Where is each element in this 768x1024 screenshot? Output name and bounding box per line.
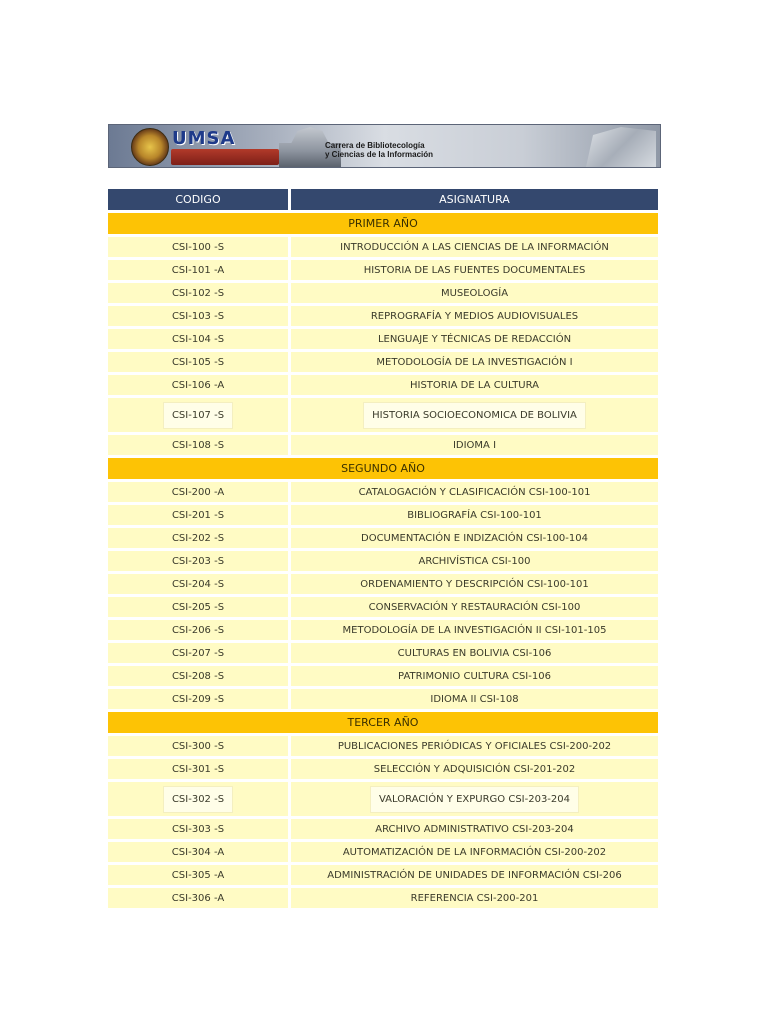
course-subject: IDIOMA II CSI-108	[291, 689, 658, 709]
table-row	[108, 260, 658, 280]
course-code: CSI-108 -S	[108, 435, 288, 455]
course-code: CSI-207 -S	[108, 643, 288, 663]
table-row	[108, 482, 658, 502]
logo-subtitle-plate	[171, 149, 279, 165]
course-subject: MUSEOLOGÍA	[291, 283, 658, 303]
course-code: CSI-205 -S	[108, 597, 288, 617]
course-subject: CULTURAS EN BOLIVIA CSI-106	[291, 643, 658, 663]
course-code: CSI-102 -S	[108, 283, 288, 303]
logo-text: UMSA	[172, 128, 236, 149]
year-section-row	[108, 213, 658, 234]
table-row	[108, 528, 658, 548]
table-row	[108, 736, 658, 756]
table-row	[108, 375, 658, 395]
table-row	[108, 782, 658, 816]
course-subject: HISTORIA DE LAS FUENTES DOCUMENTALES	[291, 260, 658, 280]
table-row	[108, 865, 658, 885]
table-row	[108, 574, 658, 594]
book-image	[586, 127, 656, 167]
course-subject: METODOLOGÍA DE LA INVESTIGACIÓN II CSI-101-105	[291, 620, 658, 640]
table-header-row	[108, 189, 658, 210]
course-code	[108, 782, 288, 816]
table-row	[108, 237, 658, 257]
course-code: CSI-204 -S	[108, 574, 288, 594]
course-code: CSI-200 -A	[108, 482, 288, 502]
table-row	[108, 435, 658, 455]
course-code: CSI-300 -S	[108, 736, 288, 756]
table-row	[108, 666, 658, 686]
course-subject: CONSERVACIÓN Y RESTAURACIÓN CSI-100	[291, 597, 658, 617]
course-subject: PUBLICACIONES PERIÓDICAS Y OFICIALES CSI-200-202	[291, 736, 658, 756]
course-code: CSI-201 -S	[108, 505, 288, 525]
table-row	[108, 597, 658, 617]
table-row	[108, 842, 658, 862]
year-section-row	[108, 458, 658, 479]
course-subject: SELECCIÓN Y ADQUISICIÓN CSI-201-202	[291, 759, 658, 779]
curriculum-table	[105, 186, 661, 911]
course-subject: IDIOMA I	[291, 435, 658, 455]
course-subject-text: HISTORIA SOCIOECONOMICA DE BOLIVIA	[363, 402, 586, 429]
column-header-code: CODIGO	[108, 189, 288, 210]
table-row	[108, 643, 658, 663]
course-subject: ADMINISTRACIÓN DE UNIDADES DE INFORMACIÓN CSI-206	[291, 865, 658, 885]
university-seal-icon	[131, 128, 169, 166]
course-code: CSI-303 -S	[108, 819, 288, 839]
table-row	[108, 505, 658, 525]
course-code: CSI-106 -A	[108, 375, 288, 395]
course-code: CSI-103 -S	[108, 306, 288, 326]
course-code: CSI-209 -S	[108, 689, 288, 709]
course-subject: LENGUAJE Y TÉCNICAS DE REDACCIÓN	[291, 329, 658, 349]
table-row	[108, 352, 658, 372]
course-code-text: CSI-107 -S	[163, 402, 233, 429]
banner-caption	[325, 141, 433, 159]
course-code-text: CSI-302 -S	[163, 786, 233, 813]
table-row	[108, 759, 658, 779]
course-code: CSI-203 -S	[108, 551, 288, 571]
year-section-title: TERCER AÑO	[108, 712, 658, 733]
table-row	[108, 283, 658, 303]
course-code: CSI-100 -S	[108, 237, 288, 257]
table-row	[108, 398, 658, 432]
year-section-title: PRIMER AÑO	[108, 213, 658, 234]
table-row	[108, 306, 658, 326]
course-code: CSI-105 -S	[108, 352, 288, 372]
course-code: CSI-301 -S	[108, 759, 288, 779]
course-code: CSI-206 -S	[108, 620, 288, 640]
course-code: CSI-208 -S	[108, 666, 288, 686]
banner-line-1: Carrera de Bibliotecología	[325, 141, 425, 150]
course-code: CSI-101 -A	[108, 260, 288, 280]
course-subject	[291, 782, 658, 816]
course-subject-text: VALORACIÓN Y EXPURGO CSI-203-204	[370, 786, 579, 813]
course-subject: METODOLOGÍA DE LA INVESTIGACIÓN I	[291, 352, 658, 372]
course-subject	[291, 398, 658, 432]
year-section-row	[108, 712, 658, 733]
header-banner	[108, 124, 661, 168]
course-subject: DOCUMENTACIÓN E INDIZACIÓN CSI-100-104	[291, 528, 658, 548]
year-section-title: SEGUNDO AÑO	[108, 458, 658, 479]
column-header-subject: ASIGNATURA	[291, 189, 658, 210]
course-subject: CATALOGACIÓN Y CLASIFICACIÓN CSI-100-101	[291, 482, 658, 502]
course-code: CSI-306 -A	[108, 888, 288, 908]
table-row	[108, 551, 658, 571]
table-row	[108, 620, 658, 640]
course-code: CSI-202 -S	[108, 528, 288, 548]
table-row	[108, 689, 658, 709]
course-subject: PATRIMONIO CULTURA CSI-106	[291, 666, 658, 686]
table-row	[108, 819, 658, 839]
course-subject: REPROGRAFÍA Y MEDIOS AUDIOVISUALES	[291, 306, 658, 326]
table-body	[108, 213, 658, 908]
course-subject: AUTOMATIZACIÓN DE LA INFORMACIÓN CSI-200-202	[291, 842, 658, 862]
banner-line-2: y Ciencias de la Información	[325, 150, 434, 159]
course-subject: INTRODUCCIÓN A LAS CIENCIAS DE LA INFORMACIÓN	[291, 237, 658, 257]
table-row	[108, 888, 658, 908]
course-code: CSI-305 -A	[108, 865, 288, 885]
table-row	[108, 329, 658, 349]
course-subject: ORDENAMIENTO Y DESCRIPCIÓN CSI-100-101	[291, 574, 658, 594]
course-code: CSI-104 -S	[108, 329, 288, 349]
course-subject: BIBLIOGRAFÍA CSI-100-101	[291, 505, 658, 525]
course-subject: ARCHIVÍSTICA CSI-100	[291, 551, 658, 571]
course-subject: ARCHIVO ADMINISTRATIVO CSI-203-204	[291, 819, 658, 839]
course-code	[108, 398, 288, 432]
course-code: CSI-304 -A	[108, 842, 288, 862]
course-subject: REFERENCIA CSI-200-201	[291, 888, 658, 908]
course-subject: HISTORIA DE LA CULTURA	[291, 375, 658, 395]
